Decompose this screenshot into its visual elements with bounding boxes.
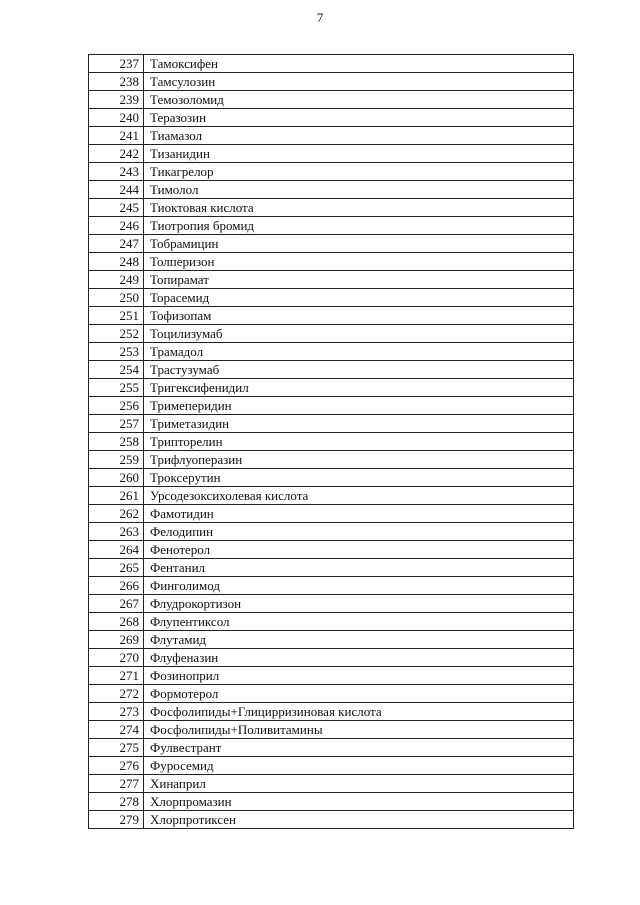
row-number: 273 [89,703,144,721]
table-row [89,163,574,181]
table-row [89,415,574,433]
table-row [89,73,574,91]
row-number: 260 [89,469,144,487]
drug-name: Фуросемид [144,757,574,775]
drug-name: Фенотерол [144,541,574,559]
drug-name: Топирамат [144,271,574,289]
drug-name: Троксерутин [144,469,574,487]
row-number: 274 [89,721,144,739]
drug-name: Тамоксифен [144,55,574,73]
row-number: 278 [89,793,144,811]
row-number: 251 [89,307,144,325]
row-number: 258 [89,433,144,451]
table-row [89,649,574,667]
table-row [89,757,574,775]
row-number: 246 [89,217,144,235]
row-number: 261 [89,487,144,505]
table-row [89,325,574,343]
row-number: 239 [89,91,144,109]
table-row [89,109,574,127]
drug-name: Фозиноприл [144,667,574,685]
drug-name: Тизанидин [144,145,574,163]
drug-name: Теразозин [144,109,574,127]
table-row [89,793,574,811]
row-number: 257 [89,415,144,433]
row-number: 272 [89,685,144,703]
table-row [89,613,574,631]
table-row [89,523,574,541]
drug-name: Флуфеназин [144,649,574,667]
row-number: 262 [89,505,144,523]
drug-name: Хлорпромазин [144,793,574,811]
drug-name: Тиоктовая кислота [144,199,574,217]
row-number: 267 [89,595,144,613]
drug-name: Фосфолипиды+Поливитамины [144,721,574,739]
row-number: 237 [89,55,144,73]
row-number: 263 [89,523,144,541]
drug-name: Торасемид [144,289,574,307]
row-number: 277 [89,775,144,793]
table-row [89,271,574,289]
table-row [89,451,574,469]
drug-name: Тимолол [144,181,574,199]
drug-name: Хлорпротиксен [144,811,574,829]
drug-name: Флупентиксол [144,613,574,631]
row-number: 265 [89,559,144,577]
drug-name: Урсодезоксихолевая кислота [144,487,574,505]
table-row [89,505,574,523]
row-number: 254 [89,361,144,379]
table-row [89,667,574,685]
drug-name: Тригексифенидил [144,379,574,397]
table-row [89,55,574,73]
row-number: 271 [89,667,144,685]
drug-name: Тобрамицин [144,235,574,253]
drug-name: Тоцилизумаб [144,325,574,343]
row-number: 242 [89,145,144,163]
table-row [89,145,574,163]
table-row [89,721,574,739]
row-number: 255 [89,379,144,397]
row-number: 266 [89,577,144,595]
row-number: 275 [89,739,144,757]
page-number: 7 [316,10,324,25]
row-number: 253 [89,343,144,361]
table-row [89,559,574,577]
drug-name: Трифлуоперазин [144,451,574,469]
drug-name: Тиамазол [144,127,574,145]
table-body [89,55,574,829]
table-row [89,235,574,253]
drug-name: Тримеперидин [144,397,574,415]
row-number: 256 [89,397,144,415]
table-row [89,775,574,793]
drug-name: Фентанил [144,559,574,577]
table-row [89,541,574,559]
drug-name: Тамсулозин [144,73,574,91]
row-number: 270 [89,649,144,667]
table-row [89,127,574,145]
row-number: 249 [89,271,144,289]
drug-name: Фосфолипиды+Глицирризиновая кислота [144,703,574,721]
table-row [89,217,574,235]
table-row [89,289,574,307]
row-number: 276 [89,757,144,775]
row-number: 269 [89,631,144,649]
table-row [89,595,574,613]
drug-name: Хинаприл [144,775,574,793]
table-row [89,199,574,217]
drug-name: Тикагрелор [144,163,574,181]
drug-name: Фулвестрант [144,739,574,757]
table-row [89,631,574,649]
drug-name: Фамотидин [144,505,574,523]
row-number: 264 [89,541,144,559]
row-number: 268 [89,613,144,631]
row-number: 243 [89,163,144,181]
drug-name: Темозоломид [144,91,574,109]
row-number: 250 [89,289,144,307]
row-number: 252 [89,325,144,343]
table-row [89,469,574,487]
drug-table [88,54,574,829]
drug-name: Флутамид [144,631,574,649]
drug-name: Трамадол [144,343,574,361]
table-row [89,739,574,757]
table-row [89,181,574,199]
table-row [89,811,574,829]
table-row [89,91,574,109]
table-row [89,703,574,721]
drug-name: Толперизон [144,253,574,271]
table-row [89,343,574,361]
drug-name: Формотерол [144,685,574,703]
drug-name: Тофизопам [144,307,574,325]
drug-name: Фелодипин [144,523,574,541]
drug-name: Финголимод [144,577,574,595]
table-row [89,361,574,379]
table-row [89,577,574,595]
row-number: 279 [89,811,144,829]
table-row [89,397,574,415]
row-number: 244 [89,181,144,199]
table-row [89,307,574,325]
drug-name: Флудрокортизон [144,595,574,613]
table-row [89,379,574,397]
table-row [89,253,574,271]
row-number: 245 [89,199,144,217]
drug-name: Тиотропия бромид [144,217,574,235]
drug-name: Трипторелин [144,433,574,451]
table-row [89,433,574,451]
row-number: 247 [89,235,144,253]
drug-name: Триметазидин [144,415,574,433]
row-number: 259 [89,451,144,469]
table-row [89,487,574,505]
row-number: 240 [89,109,144,127]
row-number: 248 [89,253,144,271]
row-number: 238 [89,73,144,91]
row-number: 241 [89,127,144,145]
table-row [89,685,574,703]
drug-name: Трастузумаб [144,361,574,379]
